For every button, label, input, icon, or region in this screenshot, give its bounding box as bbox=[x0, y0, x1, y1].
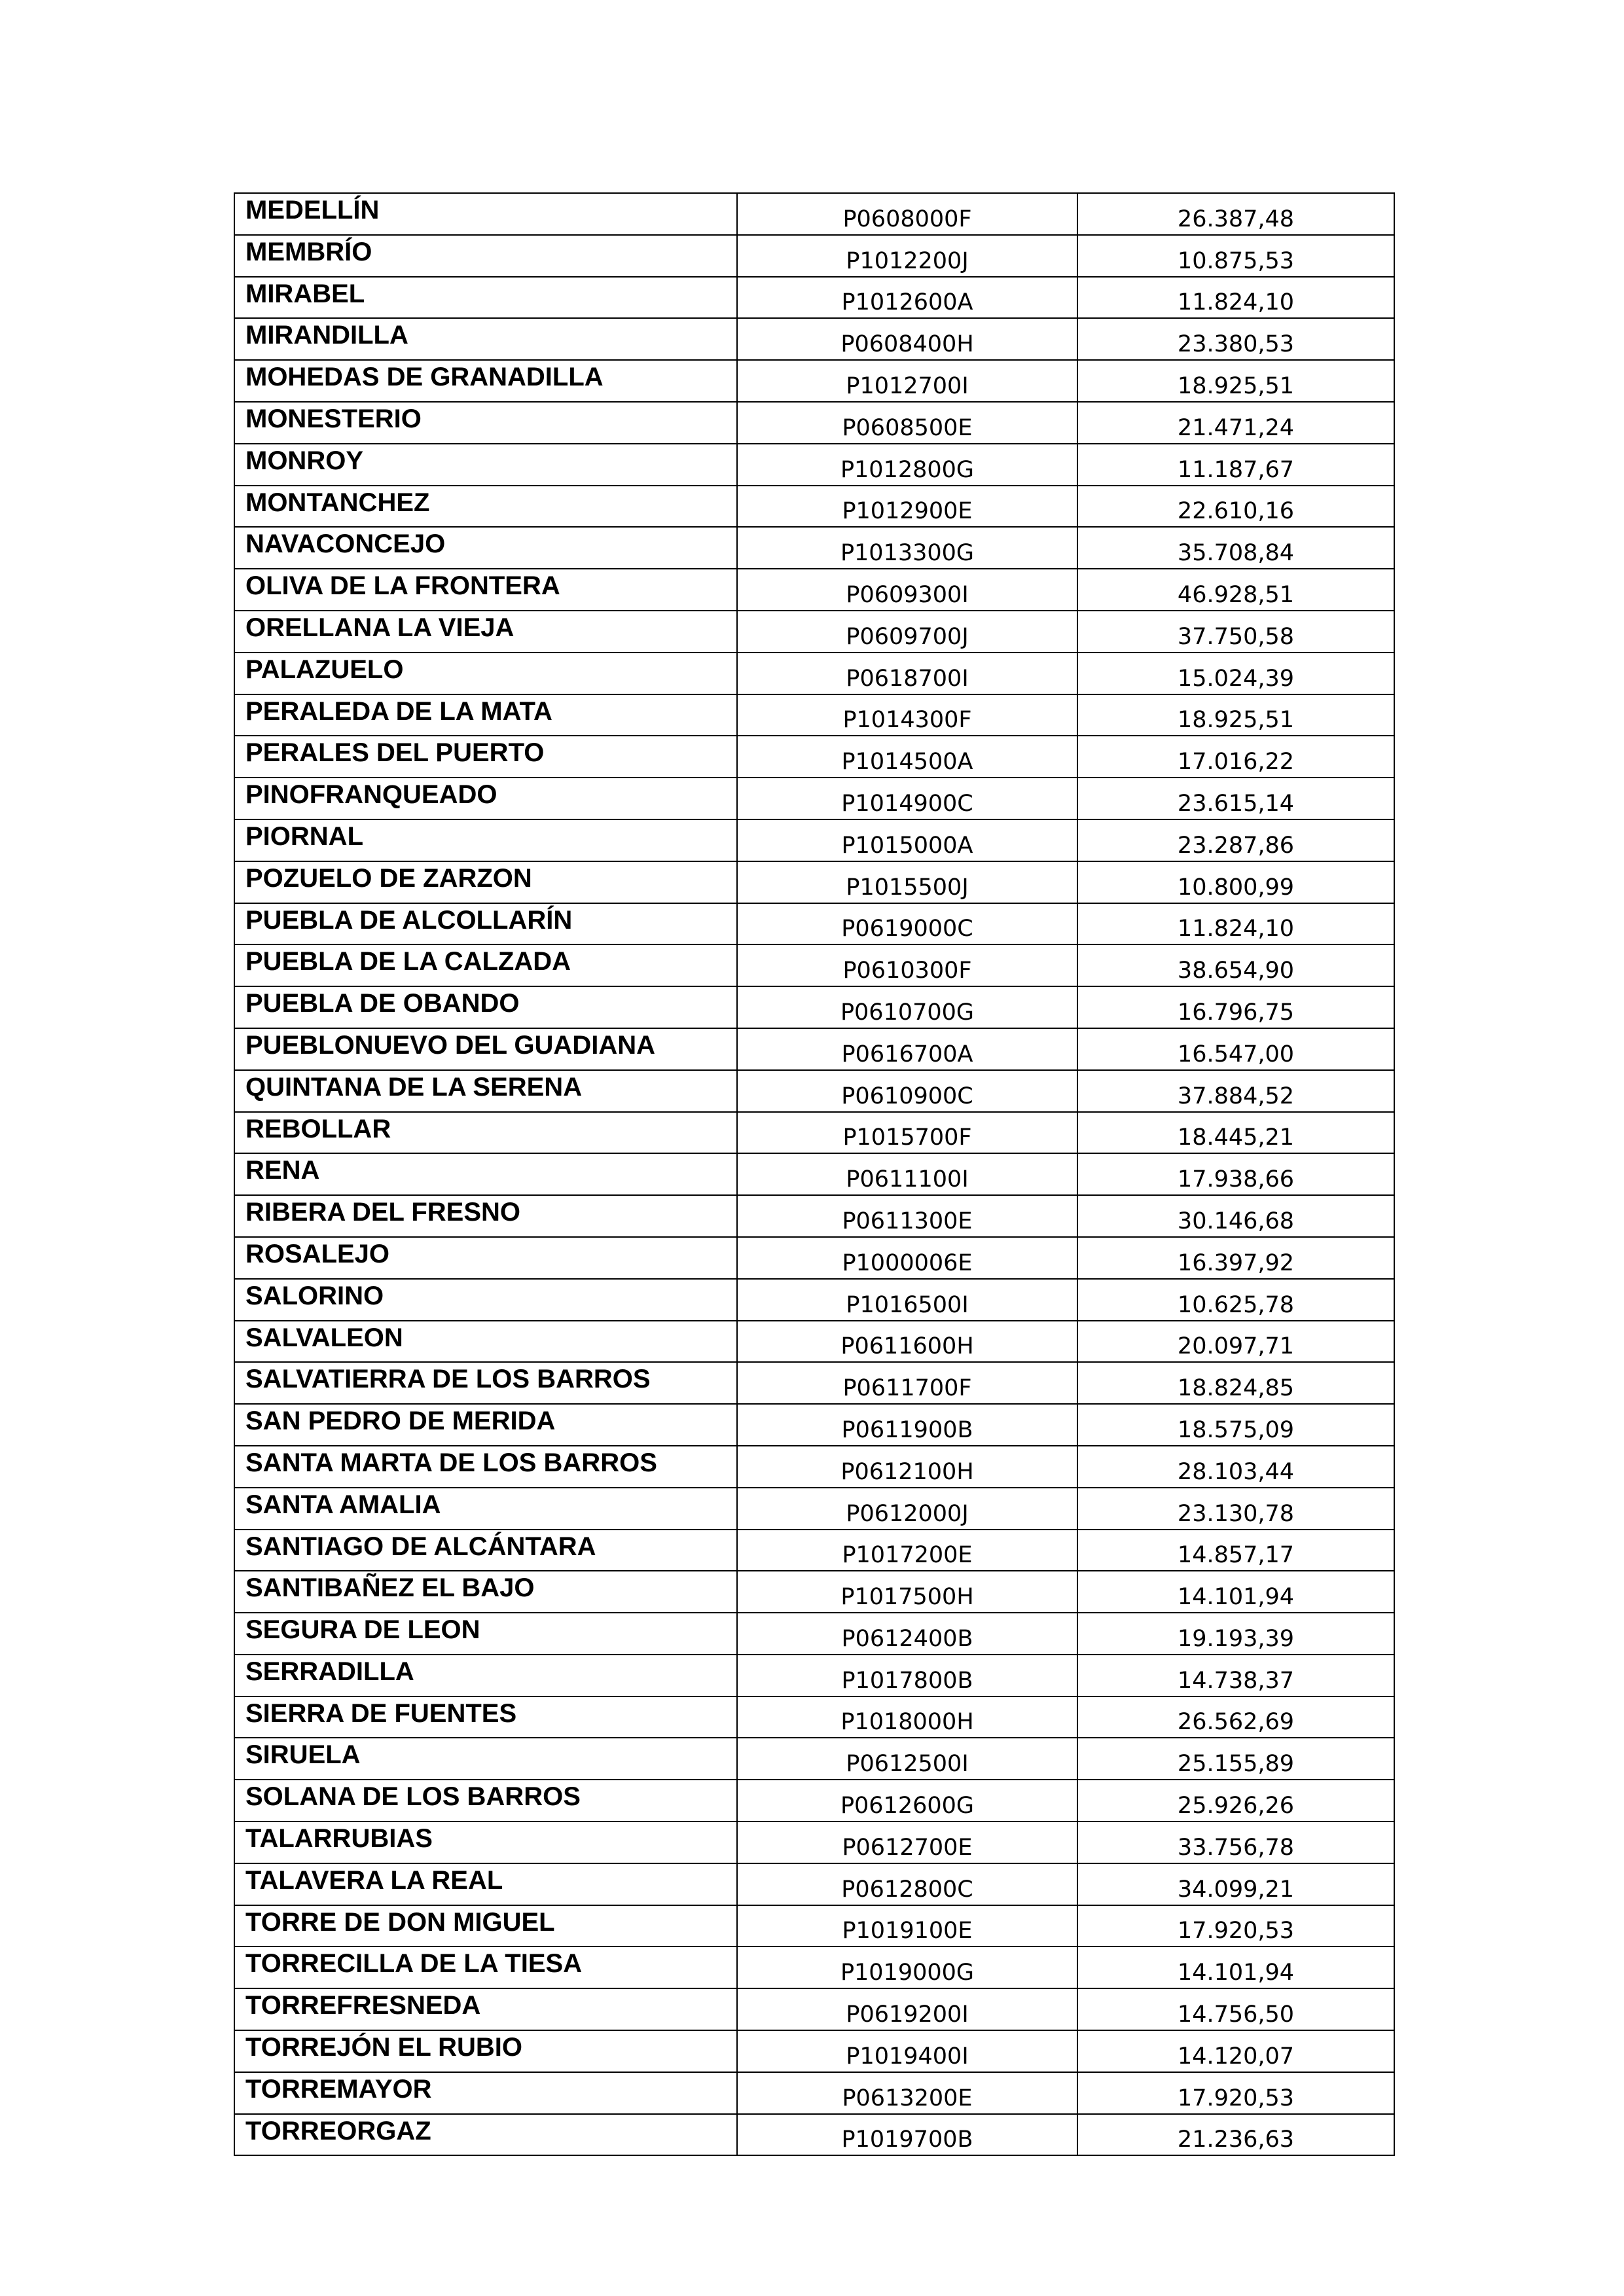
amount-cell: 11.824,10 bbox=[1077, 277, 1394, 319]
amount-cell: 14.857,17 bbox=[1077, 1530, 1394, 1571]
tax-id-cell: P1012900E bbox=[737, 486, 1077, 528]
municipality-name-cell: SANTIBAÑEZ EL BAJO bbox=[234, 1571, 737, 1613]
tax-id-cell: P1000006E bbox=[737, 1237, 1077, 1279]
table-row bbox=[234, 569, 1394, 611]
municipality-name-cell: OLIVA DE LA FRONTERA bbox=[234, 569, 737, 611]
tax-id-cell: P0610700G bbox=[737, 986, 1077, 1028]
amount-cell: 14.756,50 bbox=[1077, 1988, 1394, 2030]
amount-cell: 17.920,53 bbox=[1077, 2072, 1394, 2114]
table-row bbox=[234, 360, 1394, 402]
table-row bbox=[234, 193, 1394, 235]
amount-cell: 16.397,92 bbox=[1077, 1237, 1394, 1279]
tax-id-cell: P1014900C bbox=[737, 778, 1077, 819]
amount-cell: 18.575,09 bbox=[1077, 1404, 1394, 1446]
municipality-name-cell: PUEBLA DE ALCOLLARÍN bbox=[234, 903, 737, 945]
tax-id-cell: P0619200I bbox=[737, 1988, 1077, 2030]
municipality-name-cell: MONTANCHEZ bbox=[234, 486, 737, 528]
tax-id-cell: P1014300F bbox=[737, 694, 1077, 736]
tax-id-cell: P0611600H bbox=[737, 1321, 1077, 1363]
municipality-name-cell: PERALES DEL PUERTO bbox=[234, 736, 737, 778]
tax-id-cell: P0611100I bbox=[737, 1153, 1077, 1195]
amount-cell: 22.610,16 bbox=[1077, 486, 1394, 528]
amount-cell: 20.097,71 bbox=[1077, 1321, 1394, 1363]
table-row bbox=[234, 1655, 1394, 1696]
tax-id-cell: P0612700E bbox=[737, 1821, 1077, 1863]
table-row bbox=[234, 527, 1394, 569]
amount-cell: 38.654,90 bbox=[1077, 944, 1394, 986]
table-row bbox=[234, 486, 1394, 528]
table-row bbox=[234, 611, 1394, 653]
tax-id-cell: P0608000F bbox=[737, 193, 1077, 235]
tax-id-cell: P1016500I bbox=[737, 1279, 1077, 1321]
tax-id-cell: P0612400B bbox=[737, 1613, 1077, 1655]
municipality-name-cell: SALVATIERRA DE LOS BARROS bbox=[234, 1362, 737, 1404]
amount-cell: 18.925,51 bbox=[1077, 360, 1394, 402]
table-row bbox=[234, 2072, 1394, 2114]
municipality-name-cell: MONESTERIO bbox=[234, 402, 737, 444]
table-row bbox=[234, 1780, 1394, 1821]
amount-cell: 18.445,21 bbox=[1077, 1112, 1394, 1154]
municipality-name-cell: TALAVERA LA REAL bbox=[234, 1863, 737, 1905]
amount-cell: 23.130,78 bbox=[1077, 1488, 1394, 1530]
tax-id-cell: P0610300F bbox=[737, 944, 1077, 986]
table-row bbox=[234, 1488, 1394, 1530]
tax-id-cell: P1012700I bbox=[737, 360, 1077, 402]
table-row bbox=[234, 1863, 1394, 1905]
amount-cell: 30.146,68 bbox=[1077, 1195, 1394, 1237]
municipality-name-cell: TORRECILLA DE LA TIESA bbox=[234, 1946, 737, 1988]
tax-id-cell: P1013300G bbox=[737, 527, 1077, 569]
tax-id-cell: P0612100H bbox=[737, 1446, 1077, 1488]
tax-id-cell: P0608500E bbox=[737, 402, 1077, 444]
table-row bbox=[234, 1362, 1394, 1404]
tax-id-cell: P1018000H bbox=[737, 1696, 1077, 1738]
amount-cell: 21.471,24 bbox=[1077, 402, 1394, 444]
municipality-name-cell: PALAZUELO bbox=[234, 653, 737, 694]
tax-id-cell: P0608400H bbox=[737, 318, 1077, 360]
tax-id-cell: P0612500I bbox=[737, 1738, 1077, 1780]
table-row bbox=[234, 1153, 1394, 1195]
municipality-name-cell: TORRE DE DON MIGUEL bbox=[234, 1905, 737, 1947]
tax-id-cell: P1019700B bbox=[737, 2114, 1077, 2156]
municipality-name-cell: TORREJÓN EL RUBIO bbox=[234, 2030, 737, 2072]
municipality-name-cell: SIERRA DE FUENTES bbox=[234, 1696, 737, 1738]
municipality-name-cell: SANTA AMALIA bbox=[234, 1488, 737, 1530]
tax-id-cell: P0612000J bbox=[737, 1488, 1077, 1530]
municipality-name-cell: SERRADILLA bbox=[234, 1655, 737, 1696]
tax-id-cell: P0611300E bbox=[737, 1195, 1077, 1237]
amount-cell: 14.738,37 bbox=[1077, 1655, 1394, 1696]
municipality-name-cell: MEDELLÍN bbox=[234, 193, 737, 235]
table-row bbox=[234, 1613, 1394, 1655]
table-row bbox=[234, 1571, 1394, 1613]
amount-cell: 15.024,39 bbox=[1077, 653, 1394, 694]
table-row bbox=[234, 1404, 1394, 1446]
amount-cell: 25.155,89 bbox=[1077, 1738, 1394, 1780]
tax-id-cell: P0612800C bbox=[737, 1863, 1077, 1905]
tax-id-cell: P0611700F bbox=[737, 1362, 1077, 1404]
table-row bbox=[234, 2030, 1394, 2072]
table-row bbox=[234, 1905, 1394, 1947]
amount-cell: 10.800,99 bbox=[1077, 861, 1394, 903]
amount-cell: 10.875,53 bbox=[1077, 235, 1394, 277]
municipality-name-cell: PUEBLA DE OBANDO bbox=[234, 986, 737, 1028]
table-row bbox=[234, 1946, 1394, 1988]
municipality-name-cell: REBOLLAR bbox=[234, 1112, 737, 1154]
amount-cell: 23.380,53 bbox=[1077, 318, 1394, 360]
tax-id-cell: P1017200E bbox=[737, 1530, 1077, 1571]
municipality-name-cell: ORELLANA LA VIEJA bbox=[234, 611, 737, 653]
amount-cell: 17.016,22 bbox=[1077, 736, 1394, 778]
amount-cell: 35.708,84 bbox=[1077, 527, 1394, 569]
amount-cell: 28.103,44 bbox=[1077, 1446, 1394, 1488]
municipality-name-cell: SALORINO bbox=[234, 1279, 737, 1321]
table-row bbox=[234, 1696, 1394, 1738]
municipality-name-cell: SALVALEON bbox=[234, 1321, 737, 1363]
amount-cell: 23.287,86 bbox=[1077, 819, 1394, 861]
amount-cell: 18.925,51 bbox=[1077, 694, 1394, 736]
tax-id-cell: P1014500A bbox=[737, 736, 1077, 778]
amount-cell: 33.756,78 bbox=[1077, 1821, 1394, 1863]
amount-cell: 21.236,63 bbox=[1077, 2114, 1394, 2156]
amount-cell: 11.187,67 bbox=[1077, 444, 1394, 486]
tax-id-cell: P0611900B bbox=[737, 1404, 1077, 1446]
municipality-name-cell: MOHEDAS DE GRANADILLA bbox=[234, 360, 737, 402]
amount-cell: 46.928,51 bbox=[1077, 569, 1394, 611]
municipality-name-cell: PERALEDA DE LA MATA bbox=[234, 694, 737, 736]
municipality-name-cell: SIRUELA bbox=[234, 1738, 737, 1780]
municipality-name-cell: MONROY bbox=[234, 444, 737, 486]
tax-id-cell: P1012800G bbox=[737, 444, 1077, 486]
municipality-name-cell: PUEBLONUEVO DEL GUADIANA bbox=[234, 1028, 737, 1070]
municipality-name-cell: POZUELO DE ZARZON bbox=[234, 861, 737, 903]
table-row bbox=[234, 1738, 1394, 1780]
municipality-name-cell: SANTIAGO DE ALCÁNTARA bbox=[234, 1530, 737, 1571]
amount-cell: 18.824,85 bbox=[1077, 1362, 1394, 1404]
tax-id-cell: P1015000A bbox=[737, 819, 1077, 861]
municipality-name-cell: PIORNAL bbox=[234, 819, 737, 861]
table-row bbox=[234, 1237, 1394, 1279]
table-row bbox=[234, 1070, 1394, 1112]
table-row bbox=[234, 444, 1394, 486]
amount-cell: 10.625,78 bbox=[1077, 1279, 1394, 1321]
municipality-name-cell: MIRABEL bbox=[234, 277, 737, 319]
tax-id-cell: P1019000G bbox=[737, 1946, 1077, 1988]
tax-id-cell: P1012600A bbox=[737, 277, 1077, 319]
table-row bbox=[234, 986, 1394, 1028]
amount-cell: 26.562,69 bbox=[1077, 1696, 1394, 1738]
table-row bbox=[234, 1446, 1394, 1488]
municipality-name-cell: SEGURA DE LEON bbox=[234, 1613, 737, 1655]
municipality-name-cell: RENA bbox=[234, 1153, 737, 1195]
table-row bbox=[234, 944, 1394, 986]
amount-cell: 11.824,10 bbox=[1077, 903, 1394, 945]
municipality-name-cell: NAVACONCEJO bbox=[234, 527, 737, 569]
municipality-name-cell: TORREFRESNEDA bbox=[234, 1988, 737, 2030]
tax-id-cell: P1019400I bbox=[737, 2030, 1077, 2072]
amount-cell: 37.884,52 bbox=[1077, 1070, 1394, 1112]
table-row bbox=[234, 778, 1394, 819]
tax-id-cell: P0609700J bbox=[737, 611, 1077, 653]
table-row bbox=[234, 1028, 1394, 1070]
table-row bbox=[234, 861, 1394, 903]
tax-id-cell: P0613200E bbox=[737, 2072, 1077, 2114]
municipality-name-cell: MIRANDILLA bbox=[234, 318, 737, 360]
tax-id-cell: P0612600G bbox=[737, 1780, 1077, 1821]
table-row bbox=[234, 736, 1394, 778]
tax-id-cell: P1012200J bbox=[737, 235, 1077, 277]
table-row bbox=[234, 1195, 1394, 1237]
amount-cell: 34.099,21 bbox=[1077, 1863, 1394, 1905]
tax-id-cell: P0619000C bbox=[737, 903, 1077, 945]
amount-cell: 17.938,66 bbox=[1077, 1153, 1394, 1195]
amount-cell: 25.926,26 bbox=[1077, 1780, 1394, 1821]
municipality-name-cell: MEMBRÍO bbox=[234, 235, 737, 277]
amount-cell: 16.796,75 bbox=[1077, 986, 1394, 1028]
tax-id-cell: P1019100E bbox=[737, 1905, 1077, 1947]
tax-id-cell: P0609300I bbox=[737, 569, 1077, 611]
table-row bbox=[234, 277, 1394, 319]
municipality-name-cell: SOLANA DE LOS BARROS bbox=[234, 1780, 737, 1821]
municipality-name-cell: PUEBLA DE LA CALZADA bbox=[234, 944, 737, 986]
municipality-name-cell: SAN PEDRO DE MERIDA bbox=[234, 1404, 737, 1446]
table-row bbox=[234, 694, 1394, 736]
amount-cell: 14.101,94 bbox=[1077, 1571, 1394, 1613]
municipality-name-cell: PINOFRANQUEADO bbox=[234, 778, 737, 819]
tax-id-cell: P1015700F bbox=[737, 1112, 1077, 1154]
amount-cell: 26.387,48 bbox=[1077, 193, 1394, 235]
table-row bbox=[234, 1279, 1394, 1321]
table-row bbox=[234, 653, 1394, 694]
amount-cell: 19.193,39 bbox=[1077, 1613, 1394, 1655]
tax-id-cell: P0616700A bbox=[737, 1028, 1077, 1070]
table-row bbox=[234, 1321, 1394, 1363]
municipality-name-cell: ROSALEJO bbox=[234, 1237, 737, 1279]
tax-id-cell: P1017800B bbox=[737, 1655, 1077, 1696]
municipality-name-cell: QUINTANA DE LA SERENA bbox=[234, 1070, 737, 1112]
municipality-table bbox=[234, 192, 1395, 2156]
municipality-name-cell: TALARRUBIAS bbox=[234, 1821, 737, 1863]
municipality-name-cell: RIBERA DEL FRESNO bbox=[234, 1195, 737, 1237]
tax-id-cell: P0610900C bbox=[737, 1070, 1077, 1112]
table-row bbox=[234, 235, 1394, 277]
table-row bbox=[234, 1821, 1394, 1863]
table-row bbox=[234, 1530, 1394, 1571]
amount-cell: 17.920,53 bbox=[1077, 1905, 1394, 1947]
amount-cell: 16.547,00 bbox=[1077, 1028, 1394, 1070]
table-row bbox=[234, 2114, 1394, 2156]
municipality-name-cell: TORREORGAZ bbox=[234, 2114, 737, 2156]
amount-cell: 14.120,07 bbox=[1077, 2030, 1394, 2072]
table-row bbox=[234, 402, 1394, 444]
table-row bbox=[234, 318, 1394, 360]
table-body bbox=[234, 193, 1394, 2155]
amount-cell: 23.615,14 bbox=[1077, 778, 1394, 819]
table-row bbox=[234, 819, 1394, 861]
table-row bbox=[234, 1988, 1394, 2030]
tax-id-cell: P1015500J bbox=[737, 861, 1077, 903]
tax-id-cell: P0618700I bbox=[737, 653, 1077, 694]
tax-id-cell: P1017500H bbox=[737, 1571, 1077, 1613]
amount-cell: 37.750,58 bbox=[1077, 611, 1394, 653]
table-row bbox=[234, 1112, 1394, 1154]
municipality-name-cell: TORREMAYOR bbox=[234, 2072, 737, 2114]
table-row bbox=[234, 903, 1394, 945]
amount-cell: 14.101,94 bbox=[1077, 1946, 1394, 1988]
municipality-name-cell: SANTA MARTA DE LOS BARROS bbox=[234, 1446, 737, 1488]
